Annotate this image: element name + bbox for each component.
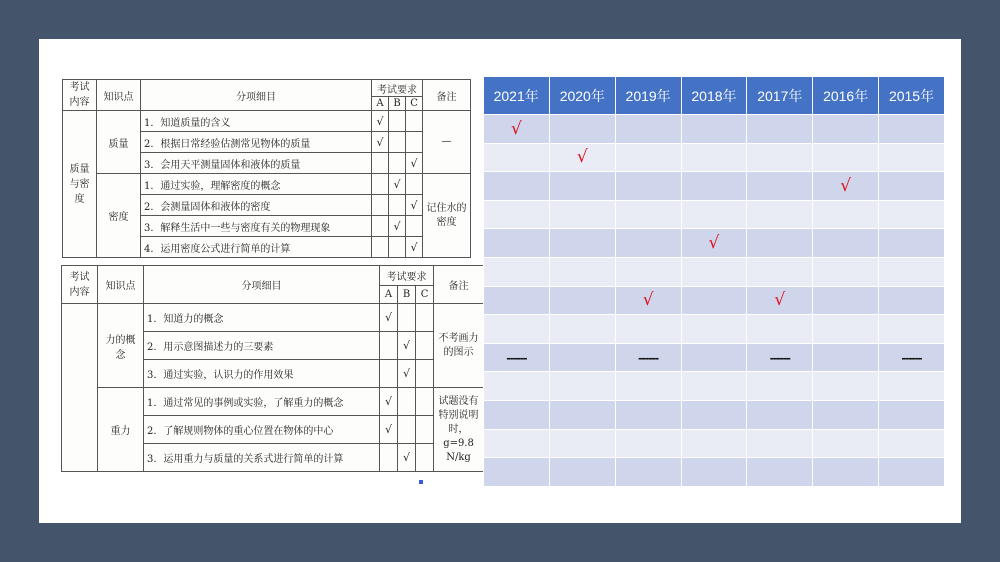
grid-cell [549,315,615,344]
detail-cell: 4．运用密度公式进行简单的计算 [141,237,372,258]
requirement-c-cell [406,174,423,195]
grid-cell [813,286,879,315]
detail-cell: 3．通过实验，认识力的作用效果 [144,360,380,388]
detail-cell: 3．解释生活中一些与密度有关的物理现象 [141,216,372,237]
grid-cell [681,229,747,258]
grid-cell [879,315,945,344]
requirement-c-cell [416,416,434,444]
requirement-a-cell [372,237,389,258]
requirement-a-cell [372,174,389,195]
grid-cell [813,458,879,487]
requirement-a-cell: √ [380,416,398,444]
requirement-c-cell: √ [406,237,423,258]
grid-cell [681,172,747,201]
requirement-b-cell [389,111,406,132]
grid-cell [747,172,813,201]
grid-cell [747,400,813,429]
category-cell [62,304,98,472]
requirement-b-cell [398,416,416,444]
slide [39,39,961,523]
grid-cell [615,458,681,487]
grid-cell [813,257,879,286]
requirement-a-cell [372,195,389,216]
grid-cell [681,286,747,315]
grid-cell [549,143,615,172]
header-a: A [380,286,398,304]
grid-cell [747,315,813,344]
grid-cell [549,400,615,429]
requirement-b-cell [389,195,406,216]
grid-cell [549,372,615,401]
requirement-c-cell [416,304,434,332]
requirement-b-cell [398,388,416,416]
dash-mark: ------ [638,349,659,365]
grid-cell [615,372,681,401]
requirement-c-cell [406,216,423,237]
knowledge-point-cell: 质量 [97,111,141,174]
knowledge-point-cell: 密度 [97,174,141,258]
header-note: 备注 [423,80,471,111]
header-a: A [372,97,389,111]
table-row [62,388,484,416]
year-header-2018: 2018年 [681,77,747,115]
grid-cell [615,400,681,429]
grid-cell [813,172,879,201]
grid-cell [681,429,747,458]
grid-cell [549,172,615,201]
syllabus-table-1 [62,79,471,258]
header-point: 知识点 [98,266,144,304]
year-header-2021: 2021年 [484,77,550,115]
grid-cell [484,257,550,286]
grid-cell [747,115,813,144]
check-mark: √ [840,175,852,196]
grid-row [484,143,945,172]
grid-cell [813,229,879,258]
requirement-a-cell [380,360,398,388]
grid-row [484,343,945,372]
scanned-table-mass-density [62,79,467,262]
detail-cell: 3．会用天平测量固体和液体的质量 [141,153,372,174]
requirement-b-cell: √ [389,216,406,237]
requirement-a-cell [372,216,389,237]
grid-cell [484,315,550,344]
header-c: C [416,286,434,304]
grid-cell [747,229,813,258]
detail-cell: 3．运用重力与质量的关系式进行简单的计算 [144,444,380,472]
check-mark: √ [576,147,588,168]
grid-cell [879,400,945,429]
year-header-2019: 2019年 [615,77,681,115]
requirement-a-cell [372,153,389,174]
grid-cell [813,400,879,429]
detail-cell: 1．通过常见的事例或实验，了解重力的概念 [144,388,380,416]
grid-cell [813,429,879,458]
grid-cell [879,115,945,144]
grid-cell [681,115,747,144]
grid-cell [747,429,813,458]
grid-cell [484,458,550,487]
requirement-c-cell: √ [406,153,423,174]
grid-cell [747,257,813,286]
grid-cell [615,257,681,286]
check-mark: √ [642,290,654,311]
dash-mark: ------ [901,349,922,365]
dash-mark: ------ [506,349,527,365]
grid-cell [549,458,615,487]
grid-cell [879,229,945,258]
grid-cell [681,200,747,229]
grid-cell [879,200,945,229]
header-point: 知识点 [97,80,141,111]
grid-cell [813,115,879,144]
header-category: 考试内容 [62,266,98,304]
grid-cell [879,343,945,372]
grid-row [484,429,945,458]
grid-cell [813,372,879,401]
grid-cell [879,372,945,401]
grid-row [484,315,945,344]
grid-cell [615,115,681,144]
requirement-a-cell: √ [372,132,389,153]
header-b: B [398,286,416,304]
detail-cell: 2．用示意图描述力的三要素 [144,332,380,360]
grid-cell [813,315,879,344]
note-cell: 记住水的密度 [423,174,471,258]
requirement-b-cell: √ [398,444,416,472]
grid-cell [615,343,681,372]
detail-cell: 1．知道力的概念 [144,304,380,332]
grid-cell [484,172,550,201]
header-detail: 分项细目 [141,80,372,111]
grid-cell [681,372,747,401]
grid-cell [484,200,550,229]
grid-cell [615,229,681,258]
header-detail: 分项细目 [144,266,380,304]
header-c: C [406,97,423,111]
requirement-b-cell: √ [398,360,416,388]
grid-row [484,257,945,286]
grid-cell [484,229,550,258]
detail-cell: 2．根据日常经验估测常见物体的质量 [141,132,372,153]
requirement-c-cell [416,360,434,388]
requirement-a-cell: √ [380,388,398,416]
header-requirement: 考试要求 [380,266,434,286]
note-cell: — [423,111,471,174]
requirement-c-cell [416,332,434,360]
grid-cell [484,429,550,458]
header-category: 考试内容 [63,80,97,111]
check-mark: √ [774,290,786,311]
requirement-a-cell [380,444,398,472]
table-row [63,111,471,132]
table-row [63,174,471,195]
requirement-c-cell [406,132,423,153]
requirement-a-cell: √ [380,304,398,332]
grid-cell [681,343,747,372]
note-cell: 试题没有特别说明时，g=9.8 N/kg [434,388,484,472]
grid-row [484,372,945,401]
grid-cell [615,315,681,344]
grid-cell [813,343,879,372]
grid-cell [681,400,747,429]
grid-cell [681,458,747,487]
grid-cell [747,143,813,172]
requirement-c-cell [416,444,434,472]
detail-cell: 1．通过实验，理解密度的概念 [141,174,372,195]
grid-row [484,200,945,229]
requirement-a-cell [380,332,398,360]
grid-cell [615,200,681,229]
grid-cell [879,458,945,487]
grid-cell [747,343,813,372]
grid-row [484,400,945,429]
grid-cell [747,286,813,315]
requirement-b-cell [389,153,406,174]
grid-row [484,286,945,315]
grid-cell [813,143,879,172]
grid-cell [813,200,879,229]
grid-cell [747,458,813,487]
year-header-2020: 2020年 [549,77,615,115]
knowledge-point-cell: 重力 [98,388,144,472]
detail-cell: 2．了解规则物体的重心位置在物体的中心 [144,416,380,444]
grid-cell [747,372,813,401]
knowledge-point-cell: 力的概念 [98,304,144,388]
detail-cell: 1．知道质量的含义 [141,111,372,132]
grid-cell [549,343,615,372]
grid-cell [681,257,747,286]
syllabus-table-2 [61,265,484,472]
grid-cell [681,143,747,172]
requirement-a-cell: √ [372,111,389,132]
header-requirement: 考试要求 [372,80,423,97]
grid-cell [549,286,615,315]
grid-row [484,172,945,201]
grid-cell [879,286,945,315]
grid-cell [879,172,945,201]
requirement-b-cell [389,132,406,153]
grid-cell [615,143,681,172]
year-header-2015: 2015年 [879,77,945,115]
grid-cell [484,115,550,144]
grid-cell [549,429,615,458]
grid-cell [484,143,550,172]
dash-mark: ------ [769,349,790,365]
check-mark: √ [708,233,720,254]
grid-cell [549,200,615,229]
year-header-2016: 2016年 [813,77,879,115]
table-row [62,304,484,332]
grid-cell [681,315,747,344]
grid-row [484,115,945,144]
grid-row [484,458,945,487]
grid-cell [549,229,615,258]
scan-artifact-dot [419,480,423,484]
grid-cell [615,286,681,315]
scanned-table-force [61,265,479,483]
grid-cell [549,115,615,144]
detail-cell: 2．会测量固体和液体的密度 [141,195,372,216]
grid-cell [879,257,945,286]
grid-cell [484,286,550,315]
grid-cell [879,143,945,172]
grid-cell [484,372,550,401]
note-cell: 不考画力的图示 [434,304,484,388]
requirement-c-cell: √ [406,195,423,216]
year-header-2017: 2017年 [747,77,813,115]
grid-cell [879,429,945,458]
grid-cell [484,343,550,372]
year-grid [483,77,945,487]
grid-cell [549,257,615,286]
header-note: 备注 [434,266,484,304]
grid-cell [747,200,813,229]
requirement-b-cell: √ [389,174,406,195]
header-b: B [389,97,406,111]
requirement-b-cell: √ [398,332,416,360]
requirement-c-cell [406,111,423,132]
requirement-c-cell [416,388,434,416]
check-mark: √ [511,118,522,139]
requirement-b-cell [398,304,416,332]
grid-cell [615,172,681,201]
requirement-b-cell [389,237,406,258]
grid-cell [484,400,550,429]
grid-cell [615,429,681,458]
grid-row [484,229,945,258]
category-cell: 质量与密度 [63,111,97,258]
